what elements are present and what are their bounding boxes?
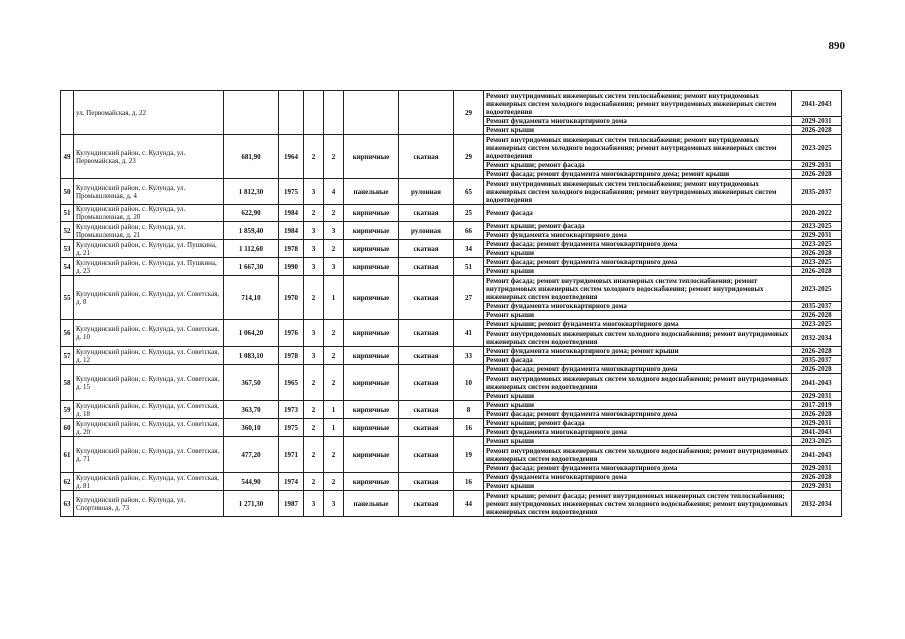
- work-period-cell: 2026-2028: [792, 249, 842, 258]
- floors-cell: 3: [304, 491, 324, 517]
- table-row: [61, 222, 842, 231]
- work-description-cell: Ремонт фасада; ремонт фундамента многоквартирного дома: [484, 258, 792, 267]
- row-number: 60: [61, 419, 74, 437]
- year-cell: 1975: [279, 179, 304, 205]
- row-number: 51: [61, 205, 74, 222]
- area-cell: 1 112,60: [224, 240, 279, 258]
- work-period-cell: 2029-2031: [792, 392, 842, 401]
- floors-cell: 3: [304, 320, 324, 347]
- address-cell: Кулундинский район, с. Кулунда, ул. Промышленная, д. 4: [74, 179, 224, 205]
- roof-type-cell: скатная: [399, 240, 454, 258]
- area-cell: 367,50: [224, 365, 279, 401]
- roof-type-cell: скатная: [399, 258, 454, 276]
- work-description-cell: Ремонт крыши; ремонт фасада: [484, 222, 792, 231]
- wall-material-cell: панельные: [344, 179, 399, 205]
- work-description-cell: Ремонт крыши: [484, 249, 792, 258]
- work-description-cell: Ремонт крыши; ремонт фасада: [484, 419, 792, 428]
- year-cell: 1970: [279, 276, 304, 320]
- floors-cell: 3: [304, 347, 324, 365]
- address-cell: Кулундинский район, с. Кулунда, ул. Промышленная, д. 21: [74, 222, 224, 240]
- floors-cell: 3: [304, 179, 324, 205]
- apartments-cell: 33: [454, 347, 484, 365]
- work-description-cell: Ремонт фасада; ремонт фундамента многоквартирного дома: [484, 240, 792, 249]
- roof-type-cell: скатная: [399, 347, 454, 365]
- work-description-cell: Ремонт внутридомовых инженерных систем холодного водоснабжения; ремонт внутридомовых инженерных систем водоотведения: [484, 446, 792, 464]
- address-cell: Кулундинский район, с. Кулунда, ул. Советская, д. 8: [74, 276, 224, 320]
- year-cell: 1984: [279, 205, 304, 222]
- apartments-cell: 27: [454, 276, 484, 320]
- work-description-cell: Ремонт фасада; ремонт фундамента многоквартирного дома; ремонт крыши: [484, 170, 792, 179]
- roof-type-cell: скатная: [399, 205, 454, 222]
- row-number: 61: [61, 437, 74, 473]
- year-cell: 1990: [279, 258, 304, 276]
- floors-cell: 2: [304, 205, 324, 222]
- work-description-cell: Ремонт крыши; ремонт фундамента многоквартирного дома: [484, 320, 792, 329]
- floors-cell: 2: [304, 276, 324, 320]
- work-period-cell: 2026-2028: [792, 311, 842, 320]
- year-cell: 1974: [279, 473, 304, 491]
- table-row: [61, 135, 842, 161]
- area-cell: 1 064,20: [224, 320, 279, 347]
- page-number: 890: [828, 40, 845, 52]
- floors-cell: 3: [304, 222, 324, 240]
- work-period-cell: 2017-2019: [792, 401, 842, 410]
- work-period-cell: 2023-2025: [792, 437, 842, 446]
- work-description-cell: Ремонт крыши: [484, 126, 792, 135]
- entrances-cell: 2: [324, 365, 344, 401]
- work-period-cell: 2029-2031: [792, 117, 842, 126]
- year-cell: 1964: [279, 135, 304, 179]
- table-row: [61, 240, 842, 249]
- address-cell: Кулундинский район, с. Кулунда, ул. Первомайская, д. 23: [74, 135, 224, 179]
- wall-material-cell: кирпичные: [344, 205, 399, 222]
- area-cell: 622,90: [224, 205, 279, 222]
- wall-material-cell: кирпичные: [344, 365, 399, 401]
- table-body: [61, 91, 842, 517]
- wall-material-cell: кирпичные: [344, 222, 399, 240]
- year-cell: 1976: [279, 320, 304, 347]
- work-description-cell: Ремонт крыши; ремонт фасада: [484, 161, 792, 170]
- work-period-cell: 2032-2034: [792, 329, 842, 347]
- row-number: 56: [61, 320, 74, 347]
- work-description-cell: Ремонт фундамента многоквартирного дома: [484, 117, 792, 126]
- roof-type-cell: скатная: [399, 491, 454, 517]
- entrances-cell: 3: [324, 491, 344, 517]
- apartments-cell: 41: [454, 320, 484, 347]
- apartments-cell: 16: [454, 473, 484, 491]
- row-number: 57: [61, 347, 74, 365]
- area-cell: 1 667,30: [224, 258, 279, 276]
- apartments-cell: 25: [454, 205, 484, 222]
- work-description-cell: Ремонт фасада; ремонт фундамента многоквартирного дома: [484, 365, 792, 374]
- work-period-cell: 2023-2025: [792, 258, 842, 267]
- work-period-cell: 2023-2025: [792, 276, 842, 302]
- work-period-cell: 2035-2037: [792, 302, 842, 311]
- area-cell: 1 812,30: [224, 179, 279, 205]
- row-number: 59: [61, 401, 74, 419]
- year-cell: 1965: [279, 365, 304, 401]
- work-description-cell: Ремонт фундамента многоквартирного дома: [484, 473, 792, 482]
- wall-material-cell: кирпичные: [344, 276, 399, 320]
- floors-cell: 2: [304, 401, 324, 419]
- floors-cell: 2: [304, 437, 324, 473]
- area-cell: 714,10: [224, 276, 279, 320]
- area-cell: 544,90: [224, 473, 279, 491]
- roof-type-cell: скатная: [399, 135, 454, 179]
- roof-type-cell: скатная: [399, 276, 454, 320]
- wall-material-cell: кирпичные: [344, 401, 399, 419]
- work-description-cell: Ремонт крыши; ремонт фасада; ремонт внутридомовых инженерных систем теплоснабжения; ремонт внутридомовых инженерных систем холодного водоснабжения; ремонт внутридомовых инженерных систем водоотведения: [484, 491, 792, 517]
- address-cell: Кулундинский район, с. Кулунда, ул. Советская, д. 10: [74, 320, 224, 347]
- area-cell: 1 271,30: [224, 491, 279, 517]
- work-period-cell: 2023-2025: [792, 222, 842, 231]
- table-row: [61, 205, 842, 222]
- area-cell: 477,20: [224, 437, 279, 473]
- work-description-cell: Ремонт внутридомовых инженерных систем теплоснабжения; ремонт внутридомовых инженерных систем холодного водоснабжения; ремонт внутридомовых инженерных систем водоотведения: [484, 179, 792, 205]
- wall-material-cell: кирпичные: [344, 419, 399, 437]
- roof-type-cell: скатная: [399, 437, 454, 473]
- entrances-cell: 1: [324, 419, 344, 437]
- table-row: [61, 179, 842, 205]
- work-period-cell: 2035-2037: [792, 356, 842, 365]
- floors-cell: 2: [304, 473, 324, 491]
- area-cell: 1 083,10: [224, 347, 279, 365]
- address-cell: Кулундинский район, с. Кулунда, ул. Советская, д. 12: [74, 347, 224, 365]
- table-row: [61, 401, 842, 410]
- table-row: [61, 320, 842, 329]
- year-cell: 1973: [279, 401, 304, 419]
- wall-material-cell: кирпичные: [344, 320, 399, 347]
- work-description-cell: Ремонт крыши: [484, 267, 792, 276]
- work-description-cell: Ремонт фундамента многоквартирного дома: [484, 231, 792, 240]
- row-number: 50: [61, 179, 74, 205]
- work-period-cell: 2029-2031: [792, 231, 842, 240]
- work-period-cell: 2026-2028: [792, 473, 842, 482]
- work-period-cell: 2023-2025: [792, 135, 842, 161]
- work-description-cell: Ремонт крыши: [484, 311, 792, 320]
- work-period-cell: 2041-2043: [792, 446, 842, 464]
- table-row: [61, 437, 842, 446]
- table-row: [61, 365, 842, 374]
- row-number: 53: [61, 240, 74, 258]
- work-period-cell: 2029-2031: [792, 482, 842, 491]
- roof-type-cell: скатная: [399, 401, 454, 419]
- work-period-cell: 2041-2043: [792, 374, 842, 392]
- wall-material-cell: панельные: [344, 491, 399, 517]
- area-cell: 363,70: [224, 401, 279, 419]
- address-cell: Кулундинский район, с. Кулунда, ул. Промышленная, д. 20: [74, 205, 224, 222]
- apartments-cell: 34: [454, 240, 484, 258]
- roof-type-cell: скатная: [399, 320, 454, 347]
- apartments-cell: 44: [454, 491, 484, 517]
- year-cell: 1978: [279, 240, 304, 258]
- repair-schedule-table: [60, 90, 842, 517]
- year-cell: [279, 91, 304, 135]
- row-number: 62: [61, 473, 74, 491]
- year-cell: 1987: [279, 491, 304, 517]
- work-description-cell: Ремонт фундамента многоквартирного дома; ремонт крыши: [484, 347, 792, 356]
- entrances-cell: 3: [324, 258, 344, 276]
- address-cell: Кулундинский район, с. Кулунда, ул. Советская, д. 81: [74, 473, 224, 491]
- entrances-cell: 2: [324, 347, 344, 365]
- entrances-cell: 1: [324, 401, 344, 419]
- apartments-cell: 51: [454, 258, 484, 276]
- address-cell: Кулундинский район, с. Кулунда, ул. Пушкина, д. 21: [74, 240, 224, 258]
- work-description-cell: Ремонт фундамента многоквартирного дома: [484, 302, 792, 311]
- work-period-cell: 2026-2028: [792, 365, 842, 374]
- address-cell: Кулундинский район, с. Кулунда, ул. Советская, д. 20: [74, 419, 224, 437]
- table-row: [61, 258, 842, 267]
- work-description-cell: Ремонт крыши: [484, 437, 792, 446]
- work-period-cell: 2029-2031: [792, 464, 842, 473]
- entrances-cell: 2: [324, 240, 344, 258]
- work-period-cell: 2023-2025: [792, 320, 842, 329]
- row-number: 55: [61, 276, 74, 320]
- work-description-cell: Ремонт крыши: [484, 482, 792, 491]
- floors-cell: 2: [304, 365, 324, 401]
- entrances-cell: 2: [324, 205, 344, 222]
- roof-type-cell: [399, 91, 454, 135]
- apartments-cell: 29: [454, 135, 484, 179]
- work-period-cell: 2026-2028: [792, 410, 842, 419]
- work-description-cell: Ремонт фундамента многоквартирного дома: [484, 428, 792, 437]
- floors-cell: 3: [304, 240, 324, 258]
- entrances-cell: [324, 91, 344, 135]
- year-cell: 1984: [279, 222, 304, 240]
- work-period-cell: 2029-2031: [792, 161, 842, 170]
- roof-type-cell: рулонная: [399, 222, 454, 240]
- work-description-cell: Ремонт внутридомовых инженерных систем холодного водоснабжения; ремонт внутридомовых инженерных систем водоотведения: [484, 329, 792, 347]
- entrances-cell: 3: [324, 222, 344, 240]
- wall-material-cell: кирпичные: [344, 473, 399, 491]
- address-cell: ул. Первомайская, д. 22: [74, 91, 224, 135]
- table-row: [61, 347, 842, 356]
- apartments-cell: 66: [454, 222, 484, 240]
- area-cell: [224, 91, 279, 135]
- apartments-cell: 65: [454, 179, 484, 205]
- wall-material-cell: кирпичные: [344, 240, 399, 258]
- address-cell: Кулундинский район, с. Кулунда, ул. Советская, д. 18: [74, 401, 224, 419]
- year-cell: 1971: [279, 437, 304, 473]
- work-period-cell: 2020-2022: [792, 205, 842, 222]
- wall-material-cell: кирпичные: [344, 347, 399, 365]
- address-cell: Кулундинский район, с. Кулунда, ул. Спортивная, д. 73: [74, 491, 224, 517]
- floors-cell: 3: [304, 258, 324, 276]
- wall-material-cell: кирпичные: [344, 437, 399, 473]
- area-cell: 360,10: [224, 419, 279, 437]
- entrances-cell: 4: [324, 179, 344, 205]
- address-cell: Кулундинский район, с. Кулунда, ул. Пушкина, д. 23: [74, 258, 224, 276]
- floors-cell: 2: [304, 135, 324, 179]
- row-number: 49: [61, 135, 74, 179]
- work-period-cell: 2041-2043: [792, 428, 842, 437]
- work-period-cell: 2026-2028: [792, 347, 842, 356]
- work-period-cell: 2032-2034: [792, 491, 842, 517]
- apartments-cell: 29: [454, 91, 484, 135]
- work-description-cell: Ремонт фасада; ремонт внутридомовых инженерных систем теплоснабжения; ремонт внутридомовых инженерных систем холодного водоснабжения; ремонт внутридомовых инженерных систем водоотведения: [484, 276, 792, 302]
- floors-cell: 2: [304, 419, 324, 437]
- row-number: 54: [61, 258, 74, 276]
- apartments-cell: 19: [454, 437, 484, 473]
- floors-cell: [304, 91, 324, 135]
- roof-type-cell: рулонная: [399, 179, 454, 205]
- row-number: 52: [61, 222, 74, 240]
- apartments-cell: 8: [454, 401, 484, 419]
- table-row: [61, 473, 842, 482]
- wall-material-cell: кирпичные: [344, 258, 399, 276]
- work-period-cell: 2041-2043: [792, 91, 842, 117]
- row-number: [61, 91, 74, 135]
- roof-type-cell: скатная: [399, 365, 454, 401]
- apartments-cell: 10: [454, 365, 484, 401]
- work-period-cell: 2035-2037: [792, 179, 842, 205]
- work-period-cell: 2026-2028: [792, 170, 842, 179]
- area-cell: 1 859,40: [224, 222, 279, 240]
- apartments-cell: 16: [454, 419, 484, 437]
- year-cell: 1975: [279, 419, 304, 437]
- row-number: 63: [61, 491, 74, 517]
- work-description-cell: Ремонт внутридомовых инженерных систем теплоснабжения; ремонт внутридомовых инженерных систем холодного водоснабжения; ремонт внутридомовых инженерных систем водоотведения: [484, 135, 792, 161]
- year-cell: 1978: [279, 347, 304, 365]
- table-row: [61, 419, 842, 428]
- entrances-cell: 2: [324, 320, 344, 347]
- wall-material-cell: [344, 91, 399, 135]
- entrances-cell: 1: [324, 276, 344, 320]
- work-period-cell: 2023-2025: [792, 240, 842, 249]
- entrances-cell: 2: [324, 135, 344, 179]
- wall-material-cell: кирпичные: [344, 135, 399, 179]
- row-number: 58: [61, 365, 74, 401]
- table-row: [61, 91, 842, 117]
- work-period-cell: 2026-2028: [792, 126, 842, 135]
- work-description-cell: Ремонт фасада: [484, 356, 792, 365]
- work-description-cell: Ремонт внутридомовых инженерных систем холодного водоснабжения; ремонт внутридомовых инженерных систем водоотведения: [484, 374, 792, 392]
- work-description-cell: Ремонт крыши: [484, 401, 792, 410]
- work-period-cell: 2026-2028: [792, 267, 842, 276]
- address-cell: Кулундинский район, с. Кулунда, ул. Советская, д. 71: [74, 437, 224, 473]
- roof-type-cell: скатная: [399, 419, 454, 437]
- work-description-cell: Ремонт фасада: [484, 205, 792, 222]
- table-row: [61, 276, 842, 302]
- work-description-cell: Ремонт крыши: [484, 392, 792, 401]
- entrances-cell: 2: [324, 437, 344, 473]
- address-cell: Кулундинский район, с. Кулунда, ул. Советская, д. 15: [74, 365, 224, 401]
- table-row: [61, 491, 842, 517]
- work-description-cell: Ремонт фасада; ремонт фундамента многоквартирного дома: [484, 410, 792, 419]
- work-description-cell: Ремонт внутридомовых инженерных систем теплоснабжения; ремонт внутридомовых инженерных систем холодного водоснабжения; ремонт внутридомовых инженерных систем водоотведения: [484, 91, 792, 117]
- work-description-cell: Ремонт фасада; ремонт фундамента многоквартирного дома: [484, 464, 792, 473]
- roof-type-cell: скатная: [399, 473, 454, 491]
- area-cell: 681,90: [224, 135, 279, 179]
- work-period-cell: 2029-2031: [792, 419, 842, 428]
- entrances-cell: 2: [324, 473, 344, 491]
